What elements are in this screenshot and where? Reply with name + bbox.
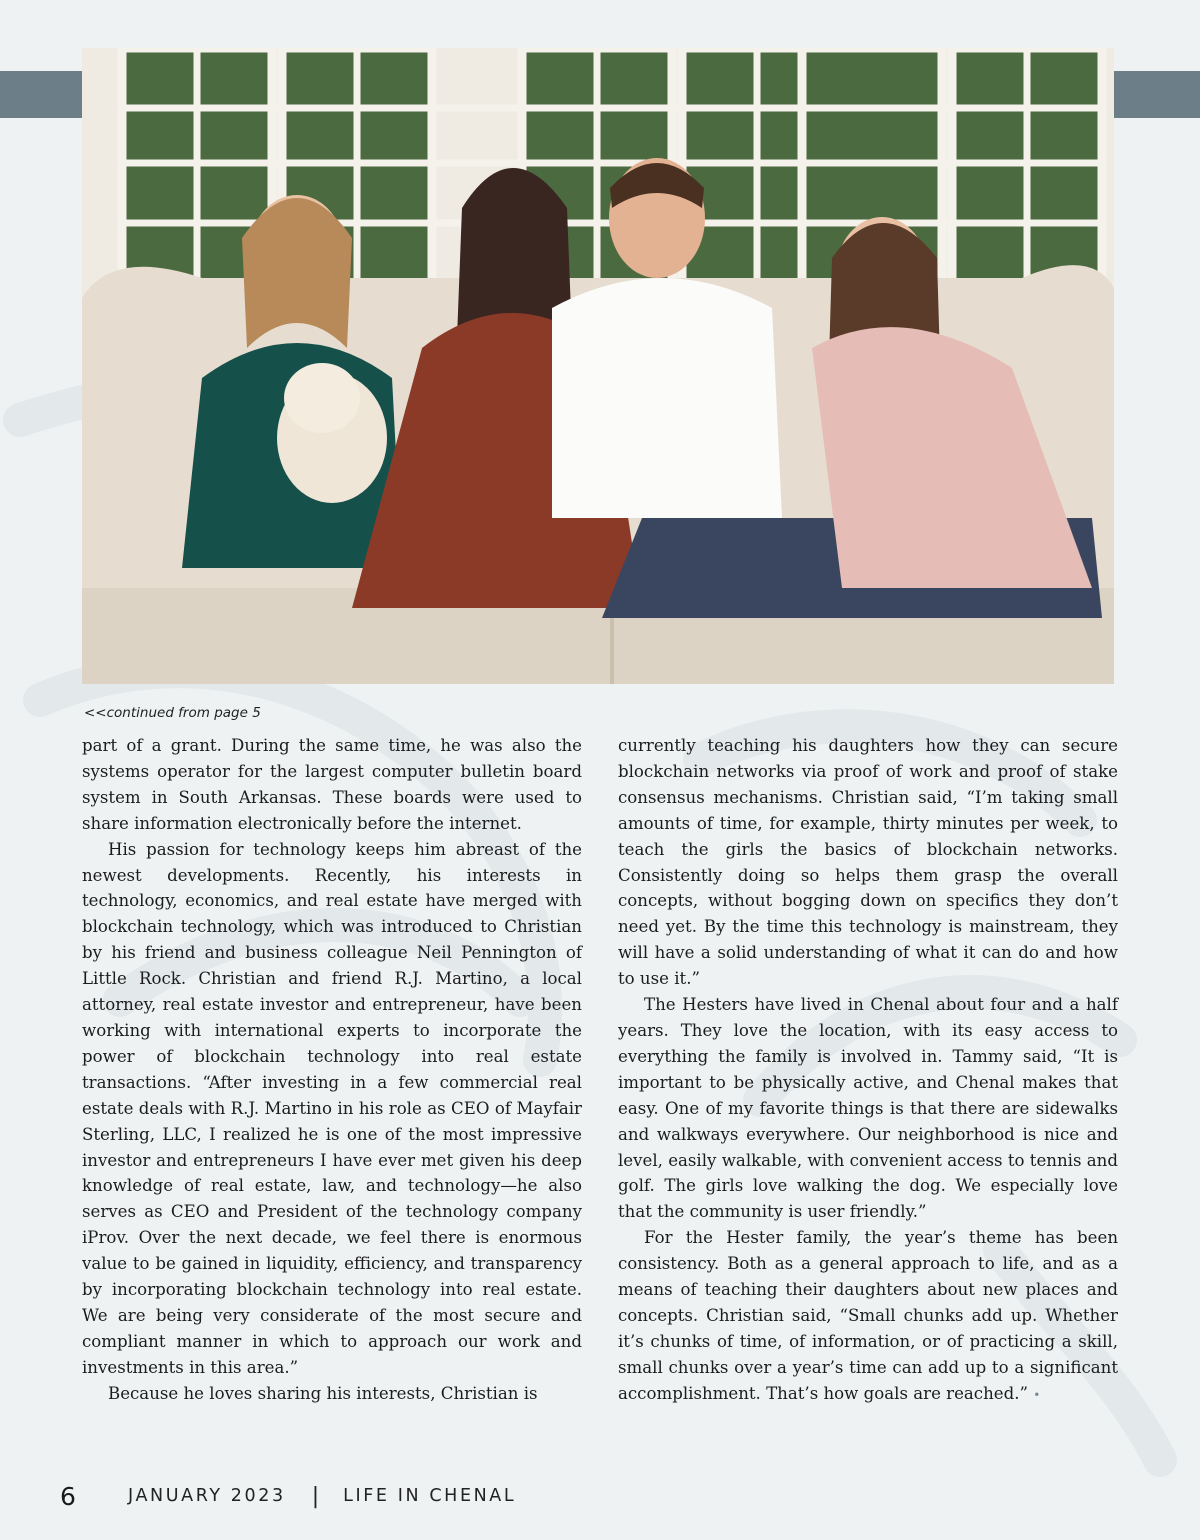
page-number: 6 xyxy=(60,1481,76,1511)
continued-from-note: <<continued from page 5 xyxy=(84,705,261,721)
page-footer xyxy=(60,1479,516,1513)
header-band-left xyxy=(0,71,82,118)
article-paragraph: part of a grant. During the same time, he was also the systems operator for the largest computer bulletin board system in South Arkansas. These boards were used to share information electronically before the internet. xyxy=(82,736,582,833)
article-paragraph: currently teaching his daughters how they can secure blockchain networks via proof of work and proof of stake consensus mechanisms. Christian said, “I’m taking small amounts of time, for example, thirty minutes per week, to teach the girls the basics of blockchain networks. Consistently doing so helps them grasp the overall concepts, without bogging down on specifics they don’t need yet. By the time this technology is mainstream, they will have a solid understanding of what it can do and how to use it.” xyxy=(618,736,1118,989)
magazine-name: LIFE IN CHENAL xyxy=(343,1486,517,1506)
family-photo xyxy=(82,48,1114,684)
article-paragraph: His passion for technology keeps him abreast of the newest developments. Recently, his interests in technology, economics, and real estate have merged with blockchain technology, which was introduced to Christian by his friend and business colleague Neil Pennington of Little Rock. Christian and friend R.J. Martino, a local attorney, real estate investor and entrepreneur, have been working with international experts to incorporate the power of blockchain technology into real estate transactions. “After investing in a few commercial real estate deals with R.J. Martino in his role as CEO of Mayfair Sterling, LLC, I realized he is one of the most impressive investor and entrepreneurs I have ever met given his deep knowledge of real estate, law, and technology—he also serves as CEO and President of the technology company iProv. Over the next decade, we feel there is enormous value to be gained in liquidity, efficiency, and transparency by incorporating blockchain technology into real estate. We are being very considerate of the most secure and compliant manner in which to approach our work and investments in this area.” xyxy=(82,839,582,1377)
article-paragraph: Because he loves sharing his interests, Christian is xyxy=(108,1383,538,1403)
end-mark-icon: • xyxy=(1033,1387,1041,1402)
article-column-left xyxy=(82,733,582,1407)
article-paragraph xyxy=(618,1225,1118,1408)
footer-separator: | xyxy=(311,1483,320,1509)
header-band-right xyxy=(1114,71,1200,118)
article-column-right xyxy=(618,733,1118,1409)
issue-date: JANUARY 2023 xyxy=(128,1486,286,1506)
article-paragraph-text: For the Hester family, the year’s theme has been consistency. Both as a general approach to life, and as a means of teaching their daughters about new places and concepts. Christian said, “Small chunks add up. Whether it’s chunks of time, of information, or of practicing a skill, small chunks over a year’s time can add up to a significant accomplishment. That’s how goals are reached.” xyxy=(618,1228,1118,1403)
article-paragraph: The Hesters have lived in Chenal about four and a half years. They love the location, with its easy access to everything the family is involved in. Tammy said, “It is important to be physically active, and Chenal makes that easy. One of my favorite things is that there are sidewalks and walkways everywhere. Our neighborhood is nice and level, easily walkable, with convenient access to tennis and golf. The girls love walking the dog. We especially love that the community is user friendly.” xyxy=(618,995,1118,1222)
